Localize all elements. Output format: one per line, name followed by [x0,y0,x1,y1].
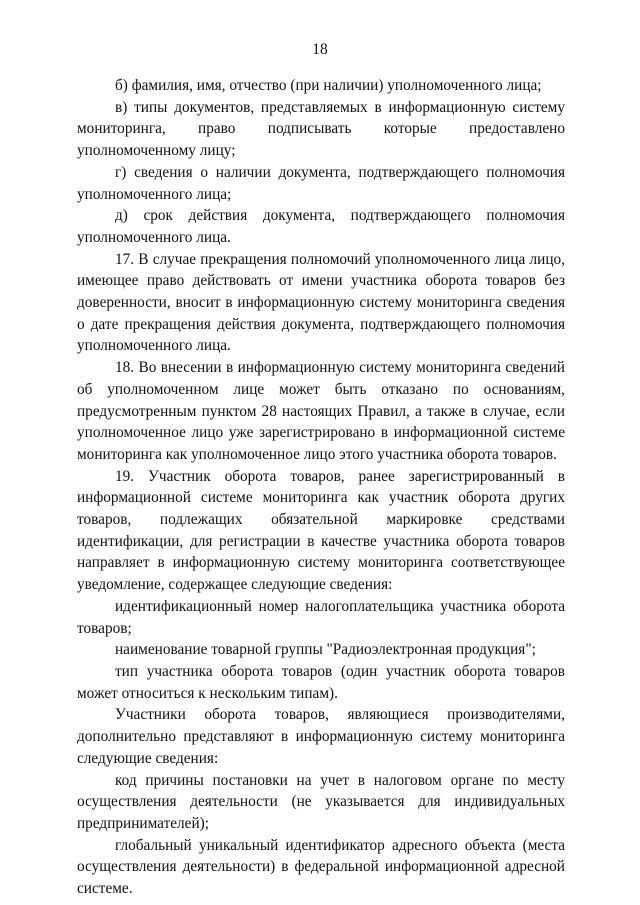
list-item-participant-type: тип участника оборота товаров (один участник оборота товаров может относиться к нескольким типам). [77,662,565,702]
paragraph-17-termination: 17. В случае прекращения полномочий уполномоченного лица лицо, имеющее право действовать от имени участника оборота товаров без доверенности, вносит в информационную систему мониторинга сведения о дате прекращения действия документа, подтверждающего полномочия уполномоченного лица. [77,250,565,355]
page-number: 18 [312,41,328,58]
paragraph-g-authority-document: г) сведения о наличии документа, подтверждающего полномочия уполномоченного лица; [77,163,565,203]
paragraph-18-refusal: 18. Во внесении в информационную систему мониторинга сведений об уполномоченном лице может быть отказано по основаниям, предусмотренным пунктом 28 настоящих Правил, а также в случае, если уполномоченное лицо уже зарегистрировано в информационной системе мониторинга как уполномоченное лицо этого участника оборота товаров. [77,359,565,463]
paragraph-producers: Участники оборота товаров, являющиеся производителями, дополнительно представляют в информационную систему мониторинга следующие сведения: [77,706,565,767]
list-item-address-id: глобальный уникальный идентификатор адресного объекта (места осуществления деятельности) в федеральной информационной адресной системе. [77,836,565,898]
list-item-kpp: код причины постановки на учет в налоговом органе по месту осуществления деятельности (не указывается для индивидуальных предпринимателей); [77,771,565,832]
document-body [77,75,565,900]
paragraph-d-validity-period: д) срок действия документа, подтверждающего полномочия уполномоченного лица. [77,207,565,246]
list-item-inn: идентификационный номер налогоплательщика участника оборота товаров; [77,597,565,637]
list-item-product-group: наименование товарной группы "Радиоэлектронная продукция"; [115,641,536,659]
paragraph-19-registration: 19. Участник оборота товаров, ранее зарегистрированный в информационной системе мониторинга как участник оборота других товаров, подлежащих обязательной маркировке средствами идентификации, для регистрации в качестве участника оборота товаров направляет в информационную систему мониторинга соответствующее уведомление, содержащее следующие сведения: [77,467,565,594]
paragraph-b-full-name: б) фамилия, имя, отчество (при наличии) уполномоченного лица; [115,77,542,94]
paragraph-v-document-types: в) типы документов, представляемых в информационную систему мониторинга, право подписывать которые предоставлено уполномоченному лицу; [77,98,565,160]
